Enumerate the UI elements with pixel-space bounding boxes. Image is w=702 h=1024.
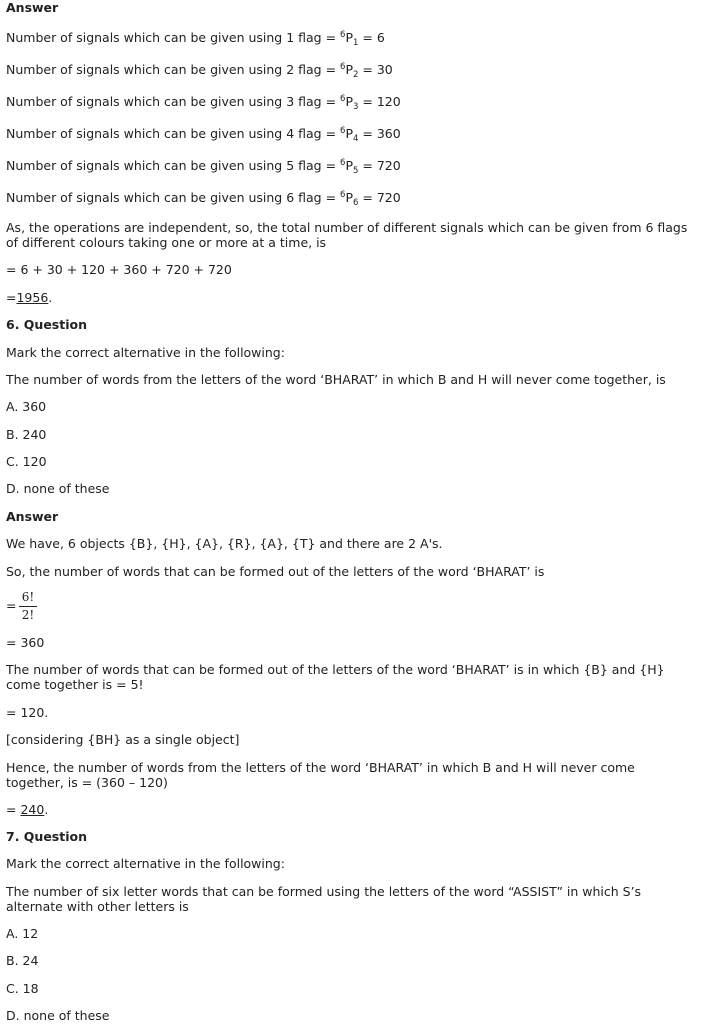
fraction xyxy=(19,590,37,623)
flag-line-4: Number of signals which can be given using 4 flag = $^6P_4 = 360$ xyxy=(6,126,401,144)
q7-instruction: Mark the correct alternative in the following: xyxy=(6,856,285,871)
q6-final-value: 240 xyxy=(20,802,45,817)
flag-line-2: Number of signals which can be given using 2 flag = $^6P_2 = 30$ xyxy=(6,62,393,80)
q7-option-c: C. 18 xyxy=(6,981,39,996)
q6-question: The number of words from the letters of the word ‘BHARAT’ in which B and H will never come together, is xyxy=(6,372,666,387)
flag-line-5: Number of signals which can be given using 5 flag = $^6P_5 = 720$ xyxy=(6,158,401,176)
result-line: =1956. xyxy=(6,290,53,305)
q7-question: The number of six letter words that can be formed using the letters of the word “ASSIST” in which S’s alternate with other letters is xyxy=(6,884,642,914)
flag-line-1: Number of signals which can be given using 1 flag = $^6P_1 = 6$ xyxy=(6,30,385,48)
answer-heading: Answer xyxy=(6,0,59,15)
flag-line-3: Number of signals which can be given using 3 flag = $^6P_3 = 120$ xyxy=(6,94,401,112)
q6-option-c: C. 120 xyxy=(6,454,47,469)
q6-objects-line: We have, 6 objects {B}, {H}, {A}, {R}, {A}, {T} and there are 2 A's. xyxy=(6,536,443,551)
q6-considering: [considering {BH} as a single object] xyxy=(6,732,240,747)
q6-hence-text: Hence, the number of words from the letters of the word ‘BHARAT’ in which B and H will never come together, is = (360 – 120) xyxy=(6,760,635,790)
q6-eq-360: = 360 xyxy=(6,635,45,650)
fraction-numerator: 6! xyxy=(21,590,35,604)
q6-option-d: D. none of these xyxy=(6,481,110,496)
independent-text: As, the operations are independent, so, the total number of different signals which can be given from 6 flags of different colours taking one or more at a time, is xyxy=(6,220,688,250)
q7-option-b: B. 24 xyxy=(6,953,39,968)
result-value: 1956 xyxy=(16,290,49,305)
q7-option-d: D. none of these xyxy=(6,1008,110,1023)
q6-instruction: Mark the correct alternative in the following: xyxy=(6,345,285,360)
q6-answer-heading: Answer xyxy=(6,509,59,524)
fraction-bar xyxy=(19,606,37,607)
q6-option-a: A. 360 xyxy=(6,399,47,414)
fraction-denominator: 2! xyxy=(21,608,35,622)
q7-option-a: A. 12 xyxy=(6,926,39,941)
q6-formed-line: So, the number of words that can be formed out of the letters of the word ‘BHARAT’ is xyxy=(6,564,545,579)
q6-together-text: The number of words that can be formed out of the letters of the word ‘BHARAT’ is in which {B} and {H} come together is = 5! xyxy=(6,662,665,692)
fraction-equals: = xyxy=(6,598,17,613)
q6-final-line: = 240. xyxy=(6,802,49,817)
q6-heading: 6. Question xyxy=(6,317,87,332)
q7-heading: 7. Question xyxy=(6,829,87,844)
flag-line-6: Number of signals which can be given using 6 flag = $^6P_6 = 720$ xyxy=(6,190,401,208)
sum-line: = 6 + 30 + 120 + 360 + 720 + 720 xyxy=(6,262,232,277)
q6-option-b: B. 240 xyxy=(6,427,47,442)
q6-eq-120: = 120. xyxy=(6,705,49,720)
